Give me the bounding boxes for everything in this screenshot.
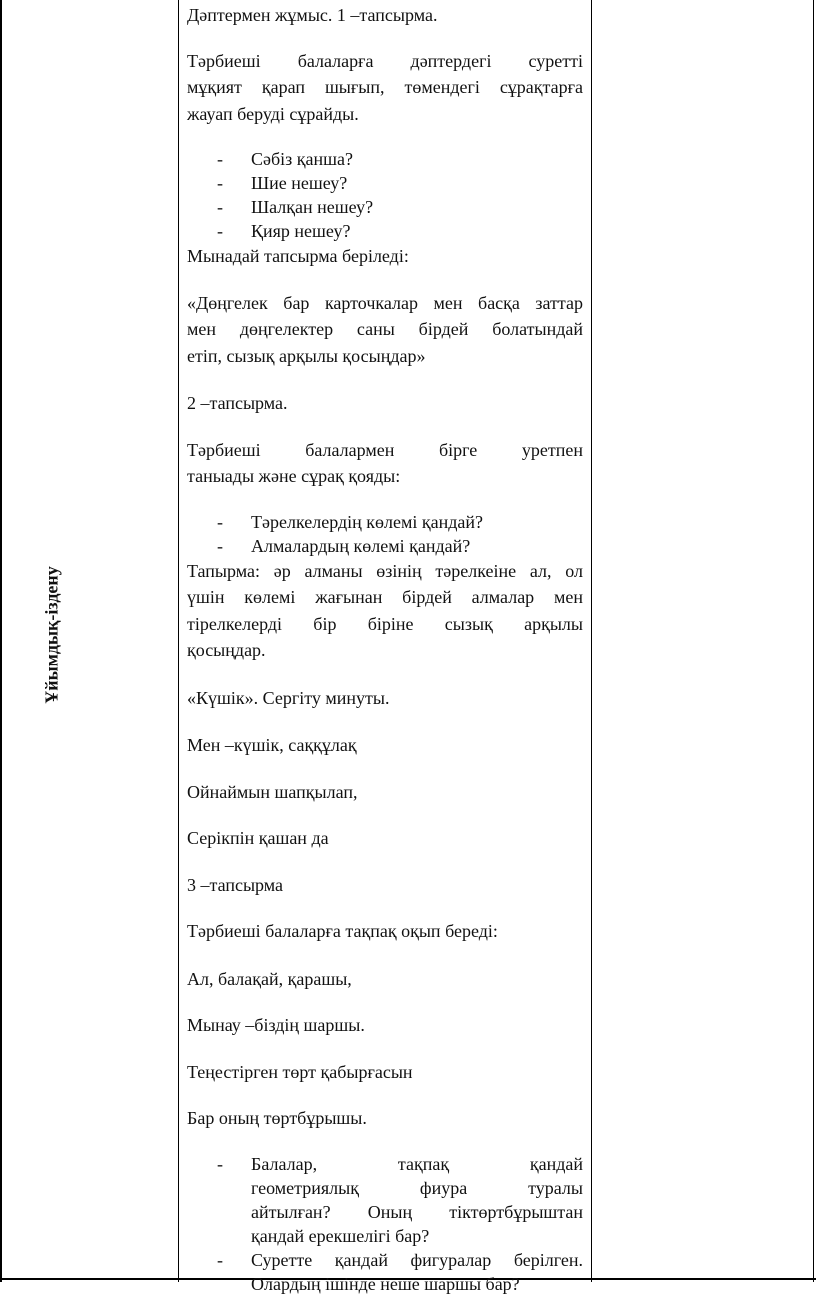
task2-intro-line: таныады және сұрақ қояды:: [187, 466, 401, 486]
poem-line: Ойнаймын шапқылап,: [187, 781, 358, 802]
list-item: - Шалқан нешеу?: [217, 197, 374, 217]
list-item: - Суретте қандай фигуралар берілген. Олардың ішінде неше шаршы бар?: [217, 1249, 583, 1294]
task1-task-line: мен дөңгелектер саны бірдей болатындай: [187, 319, 583, 339]
task2-question-list: [187, 510, 583, 558]
task1-intro-line: Тәрбиеші балаларға дәптердегі суретті: [187, 50, 583, 71]
task1-task-line: «Дөңгелек бар карточкалар мен басқа заттар: [187, 292, 583, 313]
content-cell: [187, 0, 583, 1296]
poem-line: Мен –күшік, саққұлақ: [187, 735, 357, 755]
exercise-break-title: «Күшік». Сергіту минуты.: [187, 687, 390, 708]
table-column-divider: [591, 0, 592, 1282]
poem-line: Теңестірген төрт қабырғасын: [187, 1061, 413, 1082]
list-item: - Шие нешеу?: [217, 173, 348, 193]
task2-title: 2 –тапсырма.: [187, 393, 288, 413]
task3-question-list: [187, 1152, 583, 1296]
task2-task-line: үшін көлемі жағынан бірдей алмалар мен: [187, 587, 583, 607]
task2-intro-line: Тәрбиеші балалармен бірге уретпен: [187, 439, 583, 460]
poem-line: Мынау –біздің шаршы.: [187, 1015, 365, 1035]
poem-line: Ал, балақай, қарашы,: [187, 968, 352, 989]
task2-task-line: қосыңдар.: [187, 640, 266, 660]
poem-line: Бар оның төртбұрышы.: [187, 1108, 367, 1128]
task3-title: 3 –тапсырма: [187, 874, 284, 895]
task1-task-line: етіп, сызық арқылы қосыңдар»: [187, 345, 426, 366]
table-border-left: [0, 0, 2, 1282]
list-item: - Алмалардың көлемі қандай?: [217, 535, 471, 556]
row-label: Ұйымдық-іздену: [41, 566, 62, 704]
task2-task-line: тірелкелерді бір біріне сызық арқылы: [187, 613, 583, 634]
table-border-right: [813, 0, 814, 1282]
task1-question-list: [187, 147, 583, 243]
task1-title: Дәптермен жұмыс. 1 –тапсырма.: [187, 5, 438, 25]
row-label-cell: [14, 470, 90, 800]
list-item: - Тәрелкелердің көлемі қандай?: [217, 511, 484, 532]
list-item: - Сәбіз қанша?: [217, 149, 353, 169]
list-item: - Қияр нешеу?: [217, 221, 351, 241]
task3-intro: Тәрбиеші балаларға тақпақ оқып береді:: [187, 921, 498, 941]
task1-given: Мынадай тапсырма беріледі:: [187, 246, 409, 266]
task2-task-line: Тапырма: әр алманы өзінің тәрелкеіне ал, ол: [187, 560, 583, 581]
task1-intro-line: мұқият қарап шығып, төмендегі сұрақтарға: [187, 77, 583, 97]
task1-intro-line: жауап беруді сұрайды.: [187, 103, 359, 124]
poem-line: Серікпін қашан да: [187, 828, 329, 848]
table-column-divider: [178, 0, 179, 1282]
list-item: - Балалар, тақпақ қандай геометриялық фиура туралы айтылған? Оның тіктөртбұрыштан қандай ерекшелігі бар?: [217, 1153, 583, 1246]
